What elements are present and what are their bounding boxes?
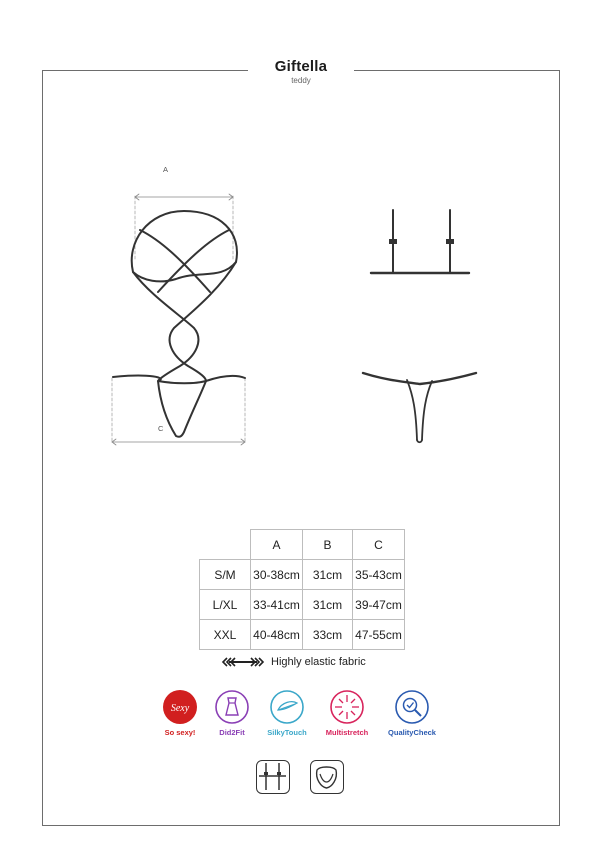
feather-icon (270, 690, 304, 724)
value-cell-a: 40-48cm (251, 620, 303, 650)
table-row (200, 620, 405, 650)
size-cell: L/XL (200, 590, 251, 620)
value-cell-a: 33-41cm (251, 590, 303, 620)
feature-label: So sexy! (164, 728, 196, 737)
back-view (363, 210, 476, 442)
value-cell-c: 35-43cm (353, 560, 405, 590)
feature-label: SilkyTouch (267, 728, 307, 737)
header-cell-a: A (251, 530, 303, 560)
dress-fit-icon (215, 690, 249, 724)
magnifier-check-icon (395, 690, 429, 724)
product-title: Giftella (274, 58, 328, 75)
dimension-c-label: C (158, 424, 164, 433)
dimension-a-label: A (163, 165, 169, 174)
size-table (199, 529, 405, 650)
value-cell-b: 31cm (303, 590, 353, 620)
front-view (112, 194, 245, 445)
fastening-icon (256, 760, 290, 794)
value-cell-c: 39-47cm (353, 590, 405, 620)
table-row (200, 590, 405, 620)
product-subtitle: teddy (291, 76, 311, 85)
header-blank-cell (200, 530, 251, 560)
value-cell-a: 30-38cm (251, 560, 303, 590)
value-cell-b: 33cm (303, 620, 353, 650)
value-cell-b: 31cm (303, 560, 353, 590)
feature-label: Did2Fit (219, 728, 245, 737)
feature-label: Multistretch (325, 728, 369, 737)
feature-label: QualityCheck (388, 728, 436, 737)
svg-text:Sexy: Sexy (170, 703, 190, 714)
cup-shape-icon (310, 760, 344, 794)
header-cell-c: C (353, 530, 405, 560)
stretch-burst-icon (330, 690, 364, 724)
size-cell: XXL (200, 620, 251, 650)
value-cell-c: 47-55cm (353, 620, 405, 650)
table-row (200, 560, 405, 590)
header-cell-b: B (303, 530, 353, 560)
stretch-arrow-icon (221, 656, 265, 668)
elastic-note (221, 655, 366, 669)
size-table-header (200, 530, 405, 560)
elastic-note-text: Highly elastic fabric (271, 656, 366, 668)
size-cell: S/M (200, 560, 251, 590)
feature-qualitycheck (372, 690, 452, 737)
